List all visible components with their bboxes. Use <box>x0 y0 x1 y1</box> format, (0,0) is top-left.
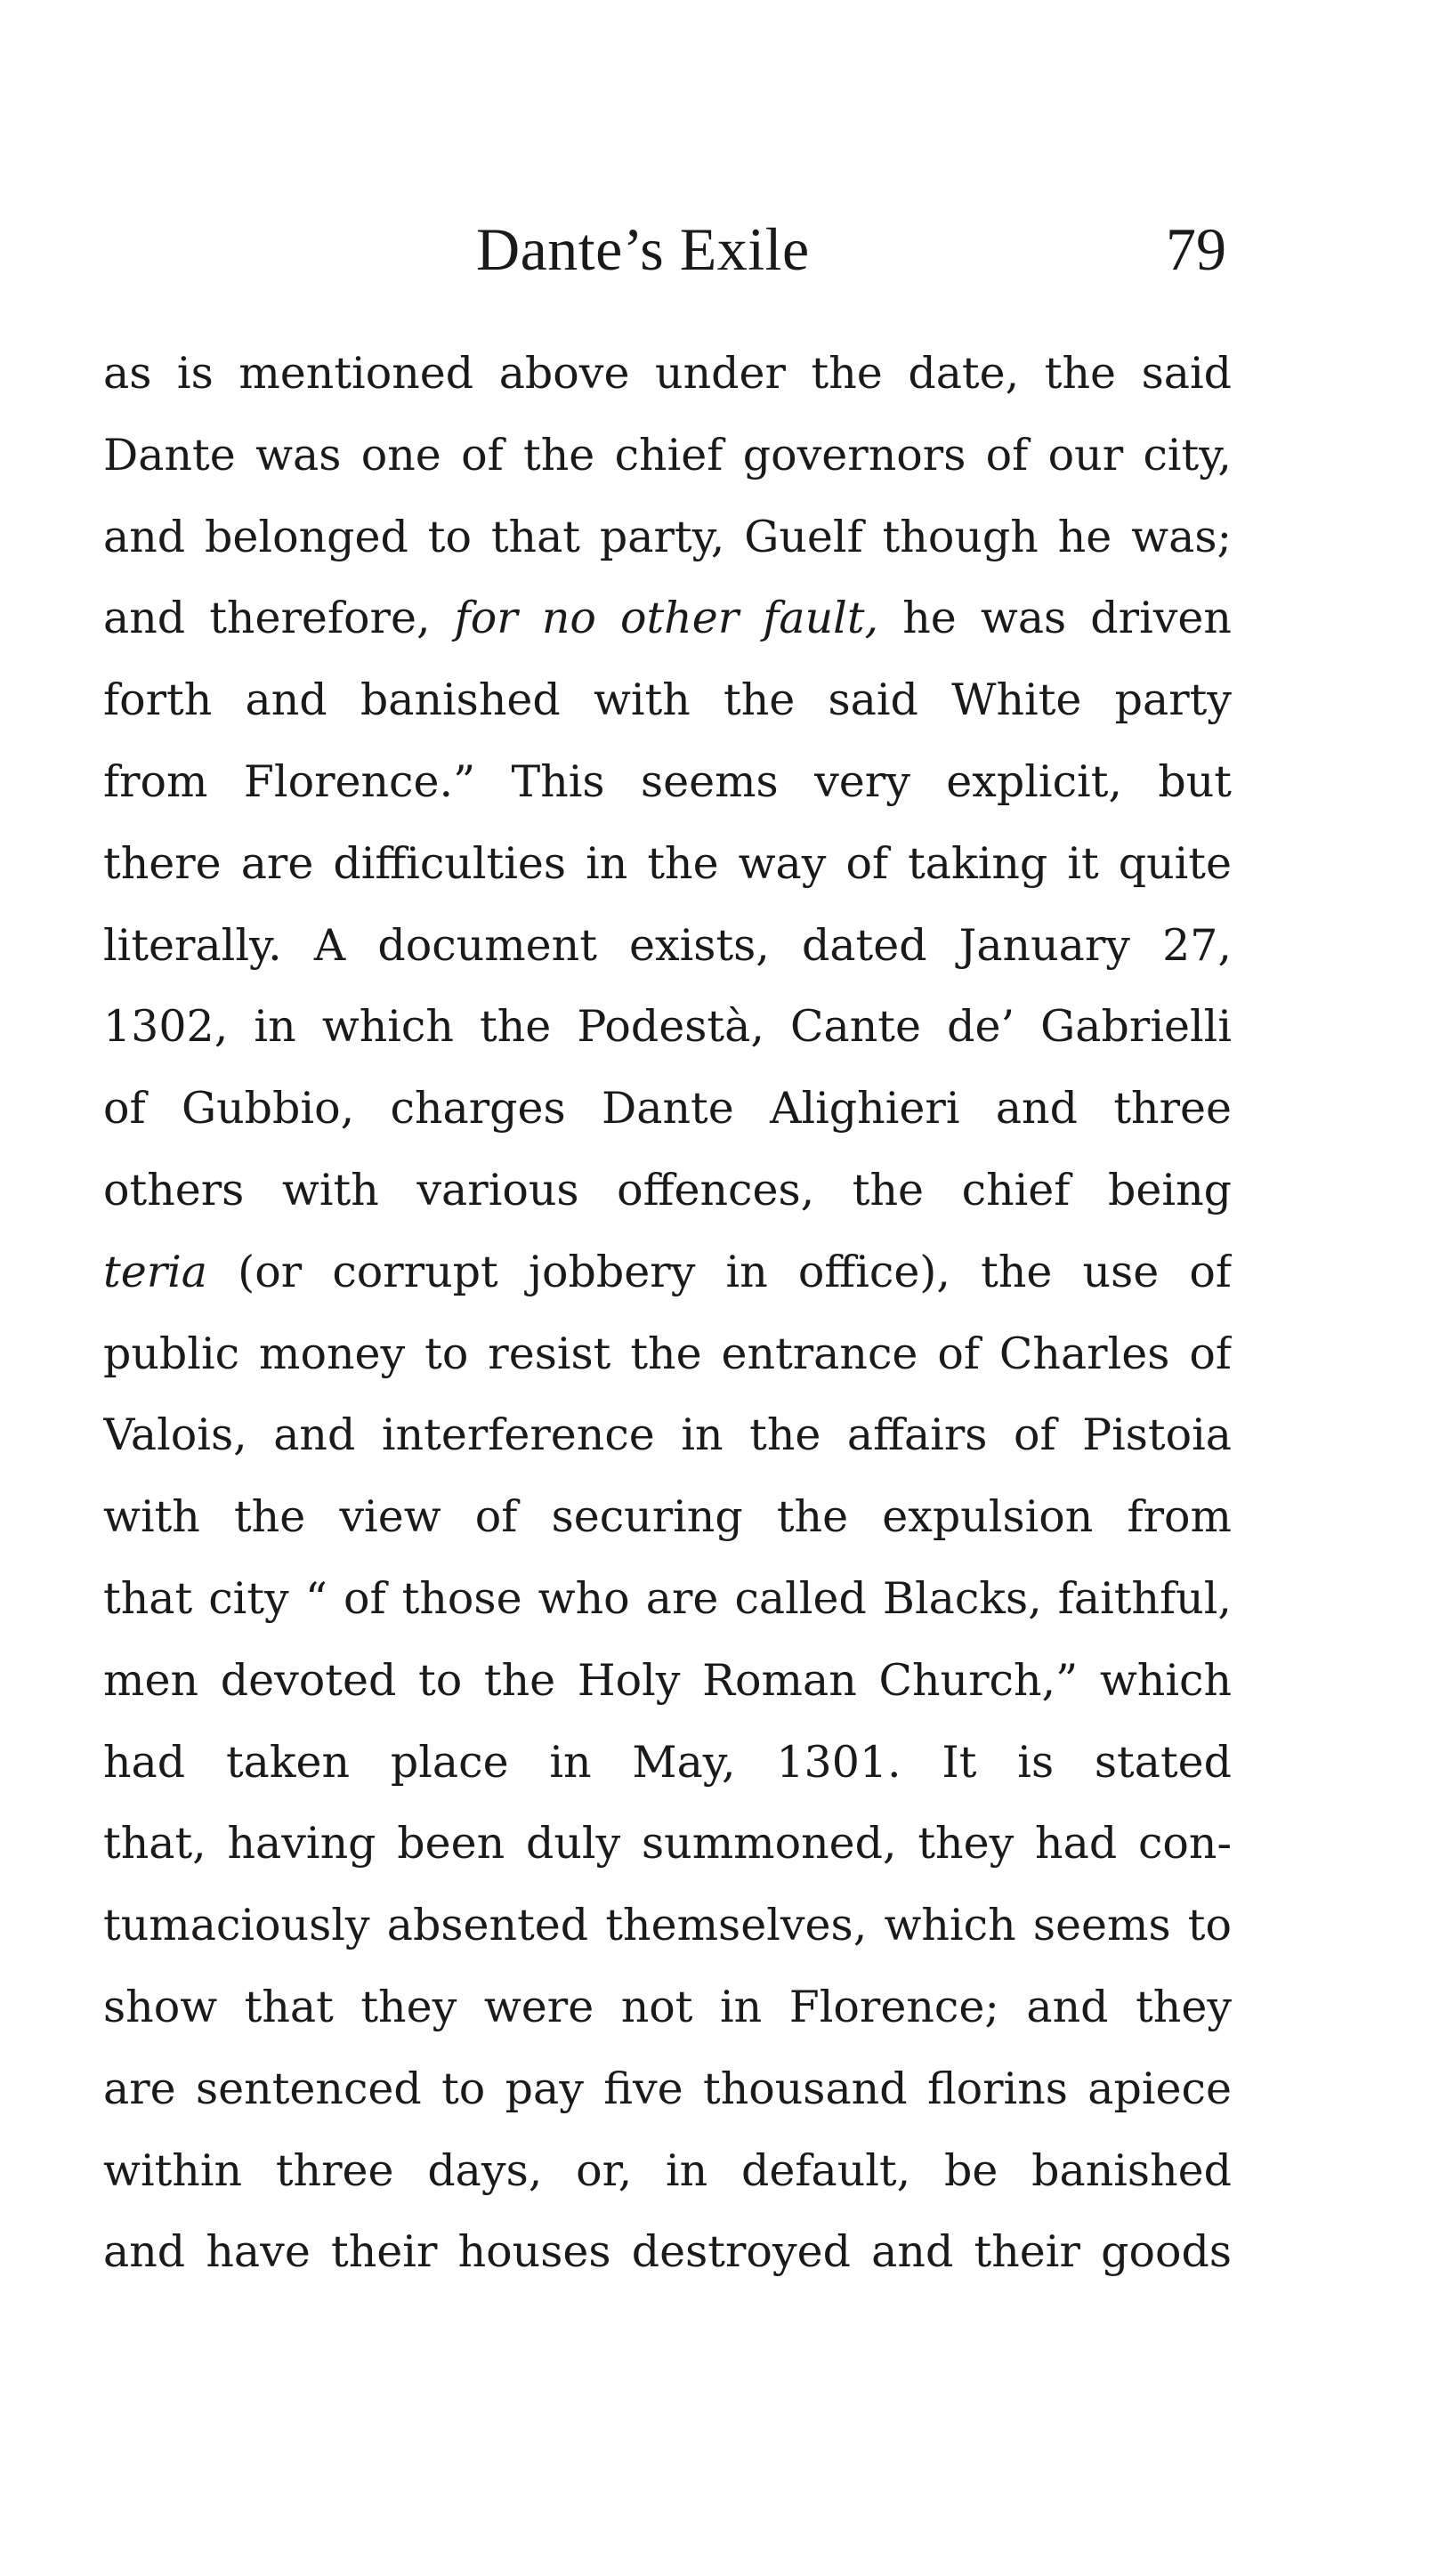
text-segment: are sentenced to pay five thousand florins apiece <box>103 2063 1232 2114</box>
text-line <box>103 1803 1232 1885</box>
text-segment: of Gubbio, charges Dante Alighieri and three <box>103 1083 1232 1135</box>
running-head <box>0 209 1439 289</box>
text-segment: that, having been duly summoned, they had con- <box>103 1818 1232 1869</box>
text-line <box>103 333 1232 415</box>
text-segment: as is mentioned above under the date, the said <box>103 348 1232 399</box>
text-line <box>103 905 1232 987</box>
text-segment: Valois, and interference in the affairs of Pistoia <box>103 1409 1232 1461</box>
text-line <box>103 986 1232 1068</box>
text-segment: and have their houses destroyed and their goods <box>103 2226 1232 2278</box>
text-line <box>103 497 1232 578</box>
text-segment: literally. A document exists, dated January 27, <box>103 919 1232 971</box>
text-line <box>103 1150 1232 1231</box>
text-line <box>103 1722 1232 1804</box>
text-line <box>103 2211 1232 2293</box>
text-line <box>103 1885 1232 1966</box>
text-line <box>103 1068 1232 1150</box>
text-segment: 1302, in which the Podestà, Cante de’ Gabrielli <box>103 1001 1232 1053</box>
text-segment: (or corrupt jobbery in office), the use of <box>207 1246 1232 1297</box>
text-line <box>103 1476 1232 1558</box>
text-segment: and belonged to that party, Guelf though he was; <box>103 511 1232 562</box>
text-line <box>103 1231 1232 1313</box>
text-line <box>103 2048 1232 2130</box>
text-line <box>103 1966 1232 2048</box>
text-segment: from Florence.” This seems very explicit, but <box>103 755 1232 807</box>
text-segment: there are difficulties in the way of taking it quite <box>103 837 1232 889</box>
text-line <box>103 741 1232 823</box>
body-text <box>103 333 1232 2293</box>
text-segment: tumaciously absented themselves, which seems to <box>103 1900 1232 1951</box>
italic-text: teria <box>103 1246 207 1297</box>
text-segment: and therefore, <box>103 593 455 644</box>
text-line <box>103 1394 1232 1476</box>
page-number: 79 <box>1166 215 1226 283</box>
text-segment: Dante was one of the chief governors of our city, <box>103 429 1232 480</box>
text-line <box>103 1640 1232 1722</box>
text-segment: public money to resist the entrance of Charles of <box>103 1328 1232 1379</box>
running-head-title: Dante’s Exile <box>476 215 810 283</box>
text-line <box>103 823 1232 905</box>
text-line <box>103 2130 1232 2212</box>
text-line <box>103 577 1232 659</box>
text-segment: show that they were not in Florence; and they <box>103 1981 1232 2032</box>
text-segment: he was driven <box>878 593 1232 644</box>
text-line <box>103 415 1232 497</box>
italic-text: for no other fault, <box>454 593 879 644</box>
text-segment: that city “ of those who are called Blacks, faithful, <box>103 1572 1232 1624</box>
text-line <box>103 1313 1232 1395</box>
text-segment: within three days, or, in default, be banished <box>103 2144 1232 2196</box>
text-segment: others with various offences, the chief being <box>103 1164 1232 1215</box>
text-segment: forth and banished with the said White party <box>103 674 1232 726</box>
text-segment: had taken place in May, 1301. It is stated <box>103 1736 1232 1788</box>
text-segment: men devoted to the Holy Roman Church,” which <box>103 1654 1232 1706</box>
text-line <box>103 1558 1232 1640</box>
text-segment: with the view of securing the expulsion from <box>103 1491 1232 1543</box>
text-line <box>103 659 1232 741</box>
